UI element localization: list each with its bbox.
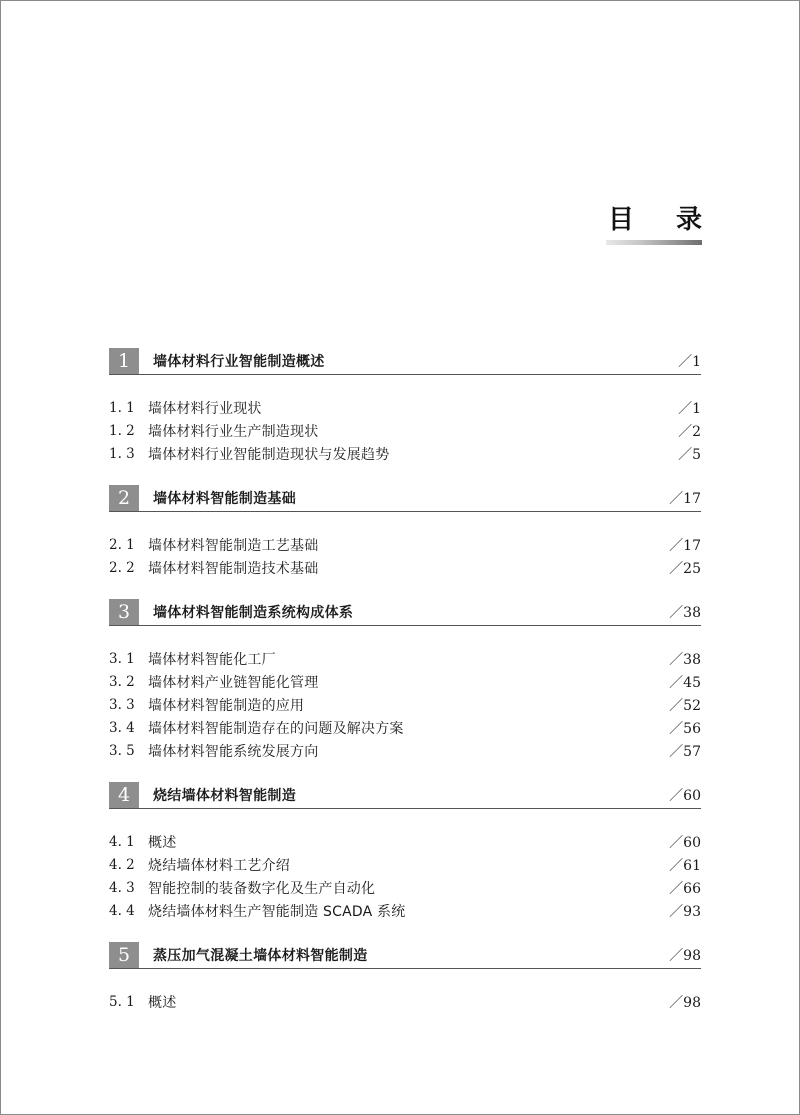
section-page-ref: ／57 — [669, 743, 701, 760]
section-page-ref: ／93 — [669, 903, 701, 920]
section-entry[interactable] — [109, 396, 701, 419]
section-title: 墙体材料行业智能制造现状与发展趋势 — [148, 446, 390, 463]
chapter-title: 墙体材料行业智能制造概述 — [153, 353, 325, 370]
section-title: 烧结墙体材料工艺介绍 — [148, 857, 290, 874]
section-entry[interactable] — [109, 876, 701, 899]
chapter-1-heading[interactable] — [109, 347, 701, 375]
section-page-ref: ／52 — [669, 697, 701, 714]
section-number: 4. 1 — [109, 833, 135, 850]
section-title: 概述 — [148, 994, 177, 1011]
section-entry[interactable] — [109, 670, 701, 693]
section-number: 4. 4 — [109, 902, 135, 919]
section-number: 4. 2 — [109, 856, 135, 873]
section-entry[interactable] — [109, 533, 701, 556]
chapter-4-heading[interactable] — [109, 781, 701, 809]
toc-heading — [608, 204, 702, 244]
section-title: 墙体材料行业生产制造现状 — [148, 423, 319, 440]
section-number: 3. 1 — [109, 650, 135, 667]
section-page-ref: ／61 — [669, 857, 701, 874]
section-entry[interactable] — [109, 442, 701, 465]
section-title: 墙体材料智能制造工艺基础 — [148, 537, 319, 554]
section-page-ref: ／45 — [669, 674, 701, 691]
toc-heading-char-1: 目 — [608, 205, 635, 235]
chapter-title: 蒸压加气混凝土墙体材料智能制造 — [153, 947, 368, 964]
section-entry[interactable] — [109, 830, 701, 853]
section-page-ref: ／60 — [669, 834, 701, 851]
section-title: 智能控制的装备数字化及生产自动化 — [148, 880, 376, 897]
section-number: 5. 1 — [109, 993, 135, 1010]
section-entry[interactable] — [109, 647, 701, 670]
section-page-ref: ／25 — [669, 560, 701, 577]
section-page-ref: ／38 — [669, 651, 701, 668]
section-page-ref: ／2 — [678, 423, 701, 440]
section-page-ref: ／56 — [669, 720, 701, 737]
section-title: 墙体材料智能系统发展方向 — [148, 743, 319, 760]
toc-heading-char-2: 录 — [675, 205, 702, 235]
chapter-3-heading[interactable] — [109, 598, 701, 626]
section-number: 2. 2 — [109, 559, 135, 576]
section-title: 墙体材料智能制造存在的问题及解决方案 — [148, 720, 404, 737]
section-entry[interactable] — [109, 990, 701, 1013]
section-title: 墙体材料智能制造技术基础 — [148, 560, 319, 577]
section-number: 3. 4 — [109, 719, 135, 736]
heading-gradient-bar — [606, 240, 702, 245]
section-number: 2. 1 — [109, 536, 135, 553]
section-number: 1. 3 — [109, 445, 135, 462]
chapter-page-ref: ／98 — [669, 947, 701, 964]
chapter-title: 墙体材料智能制造系统构成体系 — [153, 604, 354, 621]
section-page-ref: ／17 — [669, 537, 701, 554]
chapter-1-sections — [109, 375, 701, 484]
chapter-2-sections — [109, 512, 701, 598]
chapter-number-badge: 5 — [109, 942, 139, 968]
chapter-page-ref: ／38 — [669, 604, 701, 621]
chapter-page-ref: ／60 — [669, 787, 701, 804]
chapter-page-ref: ／1 — [678, 353, 701, 370]
section-number: 1. 1 — [109, 399, 135, 416]
section-entry[interactable] — [109, 853, 701, 876]
section-title: 墙体材料产业链智能化管理 — [148, 674, 319, 691]
section-entry[interactable] — [109, 739, 701, 762]
chapter-title: 墙体材料智能制造基础 — [153, 490, 296, 507]
section-page-ref: ／98 — [669, 994, 701, 1011]
section-number: 4. 3 — [109, 879, 135, 896]
table-of-contents — [109, 347, 701, 1032]
chapter-number-badge: 1 — [109, 348, 139, 374]
chapter-number-badge: 4 — [109, 782, 139, 808]
section-title: 墙体材料智能制造的应用 — [148, 697, 305, 714]
section-page-ref: ／5 — [678, 446, 701, 463]
chapter-title: 烧结墙体材料智能制造 — [153, 787, 296, 804]
chapter-5-heading[interactable] — [109, 941, 701, 969]
section-number: 3. 5 — [109, 742, 135, 759]
section-entry[interactable] — [109, 716, 701, 739]
section-entry[interactable] — [109, 419, 701, 442]
section-title: 概述 — [148, 834, 177, 851]
chapter-number-badge: 2 — [109, 485, 139, 511]
chapter-number-badge: 3 — [109, 599, 139, 625]
chapter-page-ref: ／17 — [669, 490, 701, 507]
chapter-2-heading[interactable] — [109, 484, 701, 512]
section-number: 1. 2 — [109, 422, 135, 439]
chapter-5-sections — [109, 969, 701, 1032]
section-number: 3. 3 — [109, 696, 135, 713]
section-title: 墙体材料行业现状 — [148, 400, 262, 417]
chapter-4-sections — [109, 809, 701, 941]
section-entry[interactable] — [109, 556, 701, 579]
section-page-ref: ／66 — [669, 880, 701, 897]
section-title: 烧结墙体材料生产智能制造 SCADA 系统 — [148, 903, 406, 920]
section-entry[interactable] — [109, 693, 701, 716]
section-entry[interactable] — [109, 899, 701, 922]
section-page-ref: ／1 — [678, 400, 701, 417]
chapter-3-sections — [109, 626, 701, 781]
section-title: 墙体材料智能化工厂 — [148, 651, 276, 668]
section-number: 3. 2 — [109, 673, 135, 690]
